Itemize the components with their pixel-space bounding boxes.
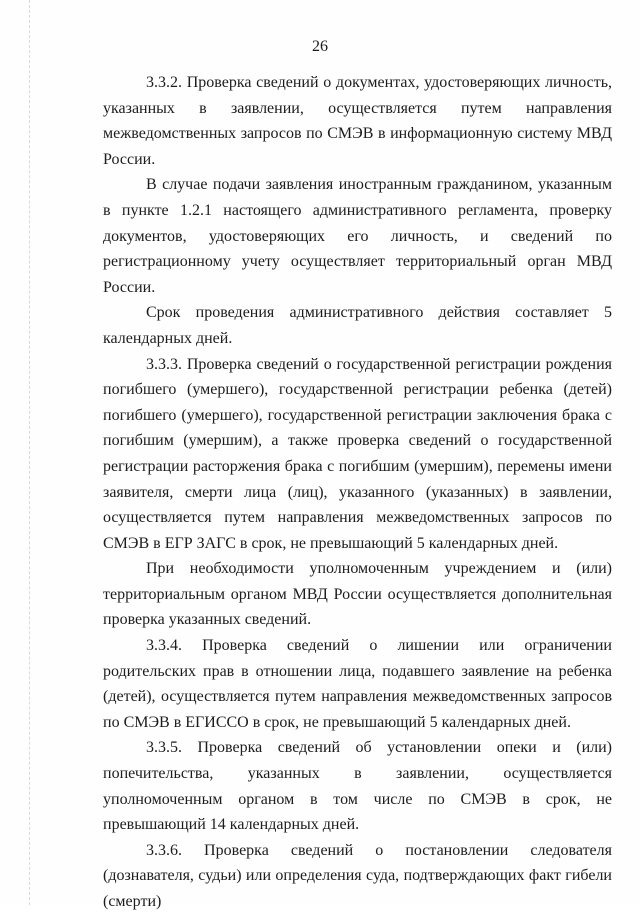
paragraph-additional-check: При необходимости уполномоченным учреждением и (или) территориальным органом МВД России осуществляется дополнительная проверка указанных сведений. (103, 560, 612, 629)
paragraph-3-3-2: 3.3.2. Проверка сведений о документах, удостоверяющих личность, указанных в заявлении, осуществляется путем направления межведомственных запросов по СМЭВ в информационную систему МВД России. (103, 74, 612, 168)
paragraph-foreign-citizen: В случае подачи заявления иностранным гражданином, указанным в пункте 1.2.1 настоящего административного регламента, проверку документов, удостоверяющих его личность, и сведений по регистрационному учету осуществляет территориальный орган МВД России. (103, 176, 612, 296)
page-number: 26 (312, 38, 328, 55)
paragraph-3-3-3: 3.3.3. Проверка сведений о государственной регистрации рождения погибшего (умершего), государственной регистрации ребенка (детей) погибшего (умершего), государственной регистрации заключения брака с погибшим (умершим), а также проверка сведений о государственной регистрации расторжения брака с погибшим (умершим), перемены имени заявителя, смерти лица (лиц), указанного (указанных) в заявлении, осуществляется путем направления межведомственных запросов по СМЭВ в ЕГР ЗАГС в срок, не превышающий 5 календарных дней. (103, 355, 612, 552)
paragraph-3-3-4: 3.3.4. Проверка сведений о лишении или ограничении родительских прав в отношении лица, подавшего заявление на ребенка (детей), осуществляется путем направления межведомственных запросов по СМЭВ в ЕГИССО в срок, не превышающий 5 календарных дней. (103, 637, 612, 731)
paragraph-3-3-5: 3.3.5. Проверка сведений об установлении опеки и (или) попечительства, указанных в заявлении, осуществляется уполномоченным органом в том числе по СМЭВ в срок, не превышающий 14 календарных дней. (103, 739, 612, 834)
document-body (103, 70, 612, 915)
paragraph-action-term: Срок проведения административного действия составляет 5 календарных дней. (103, 304, 612, 347)
margin-guide (29, 0, 30, 905)
paragraph-3-3-6: 3.3.6. Проверка сведений о постановлении следователя (дознавателя, судьи) или определения суда, подтверждающих факт гибели (смерти) (103, 841, 612, 910)
